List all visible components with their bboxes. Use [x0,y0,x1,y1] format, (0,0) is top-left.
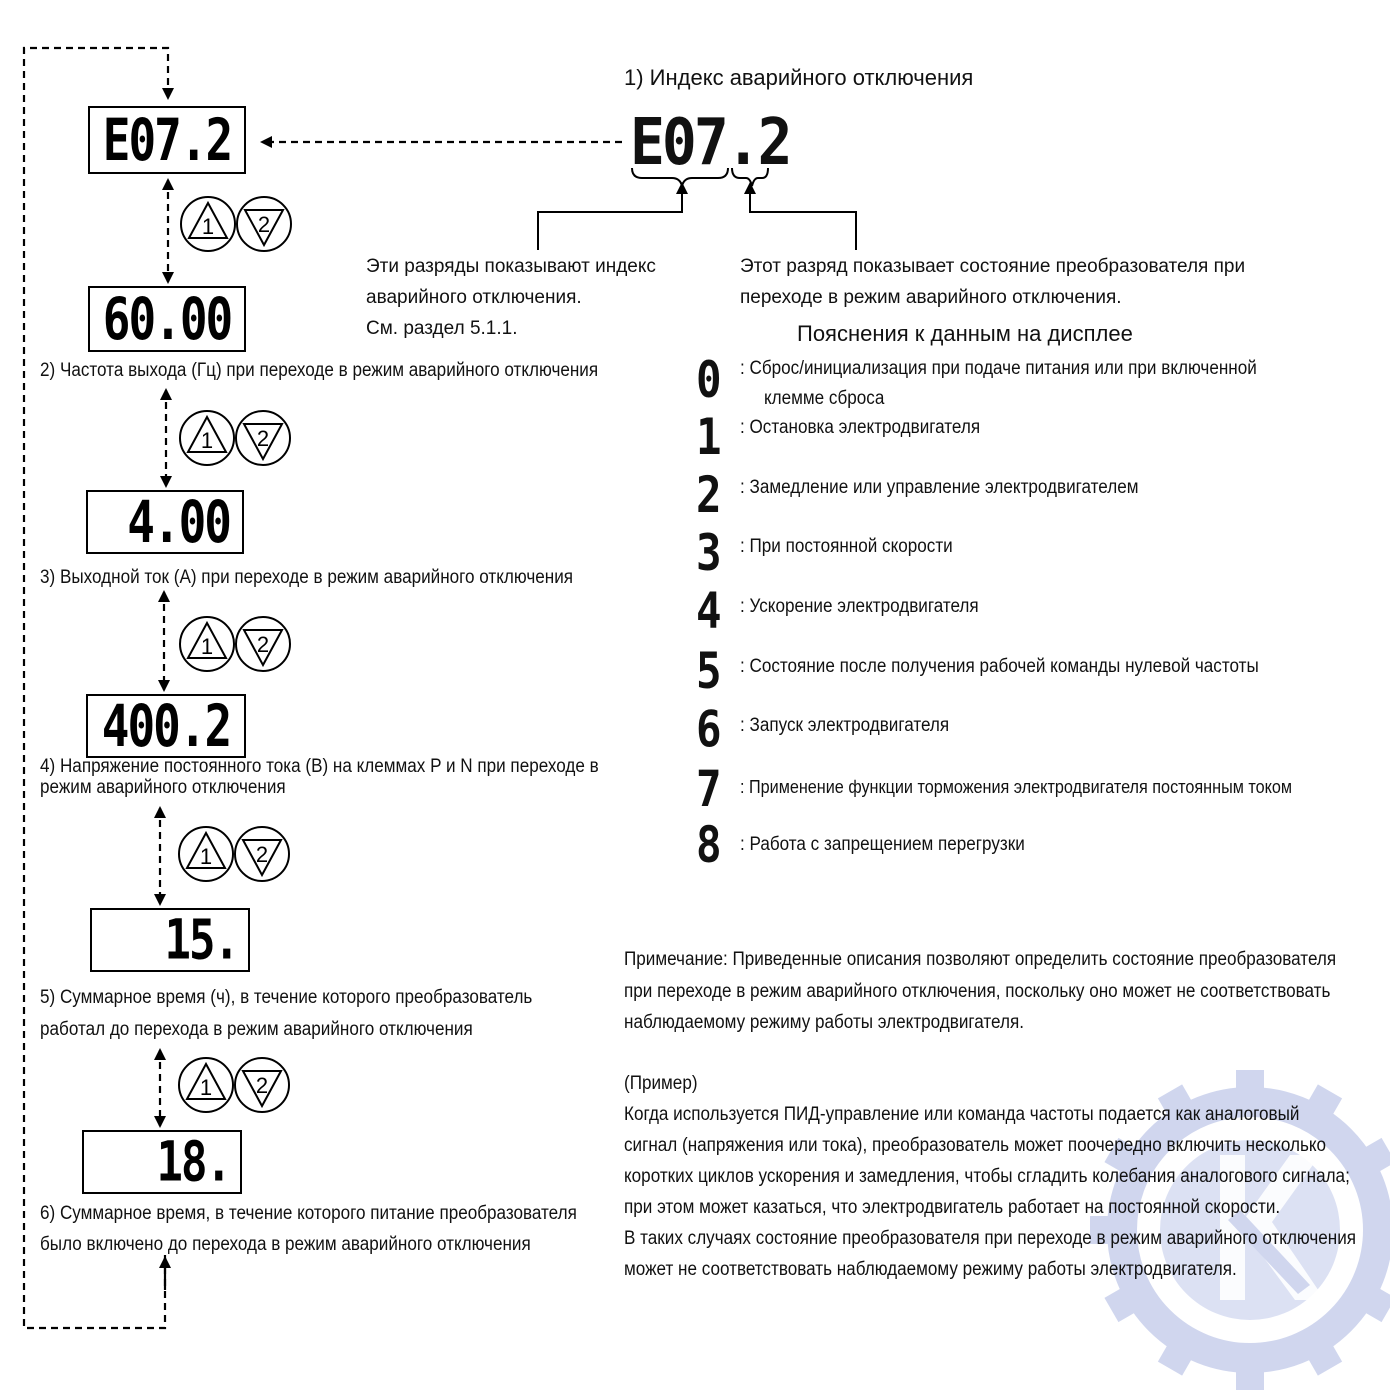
big-trip-code: E07.2 [630,104,790,180]
caption-voltage: 4) Напряжение постоянного тока (В) на клеммах P и N при переходе в [40,756,599,777]
note-text: Примечание: Приведенные описания позволяют определить состояние преобразователя [624,949,1337,970]
caption-powertime: было включено до перехода в режим аварийного отключения [40,1234,531,1255]
pointer-state [750,184,856,250]
down-button-label: 2 [255,842,269,867]
caption-voltage: режим аварийного отключения [40,777,286,798]
legend-digit: 1 [696,408,722,466]
note-text: при переходе в режим аварийного отключения, поскольку оно может не соответствовать [624,981,1331,1002]
down-button-label: 2 [256,426,270,451]
legend-text: клемме сброса [764,388,885,409]
legend-digit: 8 [696,816,722,874]
state-note: Этот разряд показывает состояние преобразователя при [740,256,1246,277]
page-title: 1) Индекс аварийного отключения [624,65,974,90]
display-runtime: 15. [90,908,250,972]
up-button-label: 1 [199,844,213,869]
index-note: См. раздел 5.1.1. [366,318,518,339]
example-text: В таких случаях состояние преобразователя при переходе в режим аварийного отключения [624,1228,1357,1249]
example-text: при этом может казаться, что электродвигатель работает на постоянной скорости. [624,1197,1281,1218]
legend-text: : Применение функции торможения электродвигателя постоянным током [740,777,1293,797]
legend-digit: 6 [696,700,722,758]
display-powertime: 18. [82,1130,242,1194]
index-note: аварийного отключения. [366,287,582,308]
legend-text: : Работа с запрещением перегрузки [740,834,1025,855]
caption-runtime: 5) Суммарное время (ч), в течение которого преобразователь [40,987,533,1008]
display-frequency: 60.00 [88,286,246,352]
legend-title: Пояснения к данным на дисплее [797,321,1133,346]
caption-current: 3) Выходной ток (А) при переходе в режим аварийного отключения [40,567,574,588]
legend-digit: 7 [696,760,722,818]
up-button-label: 1 [201,214,215,239]
legend-text: : Запуск электродвигателя [740,715,950,736]
index-note: Эти разряды показывают индекс [366,256,656,277]
legend-text: : Остановка электродвигателя [740,417,981,438]
down-button-label: 2 [256,632,270,657]
legend-digit: 5 [696,642,722,700]
legend-text: : Состояние после получения рабочей команды нулевой частоты [740,656,1259,677]
up-button-label: 1 [200,634,214,659]
legend-digit: 4 [696,582,722,640]
up-button-label: 1 [199,1075,213,1100]
legend-digit: 2 [696,466,722,524]
display-voltage: 400.2 [86,694,246,758]
display-trip-index: E07.2 [88,106,246,174]
example-text: Когда используется ПИД-управление или команда частоты подается как аналоговый [624,1104,1300,1125]
down-button-label: 2 [257,212,271,237]
legend-text: : При постоянной скорости [740,536,953,557]
legend-digit: 3 [696,524,722,582]
pointer-index [538,184,682,250]
example-text: может не соответствовать наблюдаемому режиму работы электродвигателя. [624,1259,1237,1280]
note-text: наблюдаемому режиму работы электродвигателя. [624,1012,1024,1033]
legend-text: : Сброс/инициализация при подаче питания или при включенной [740,358,1257,379]
caption-powertime: 6) Суммарное время, в течение которого питание преобразователя [40,1203,577,1224]
caption-frequency: 2) Частота выхода (Гц) при переходе в режим аварийного отключения [40,360,599,381]
down-button-label: 2 [255,1073,269,1098]
example-title: (Пример) [624,1073,698,1094]
up-button-label: 1 [200,428,214,453]
legend-text: : Ускорение электродвигателя [740,596,979,617]
legend-text: : Замедление или управление электродвигателем [740,477,1139,498]
state-note: переходе в режим аварийного отключения. [740,287,1122,308]
display-current: 4.00 [86,490,244,554]
example-text: сигнал (напряжения или тока), преобразователь может поочередно включить несколько [624,1135,1327,1156]
legend-digit: 0 [696,351,722,409]
example-text: коротких циклов ускорения и замедления, чтобы сгладить колебания аналогового сигнала; [624,1166,1350,1187]
caption-runtime: работал до перехода в режим аварийного отключения [40,1019,473,1040]
